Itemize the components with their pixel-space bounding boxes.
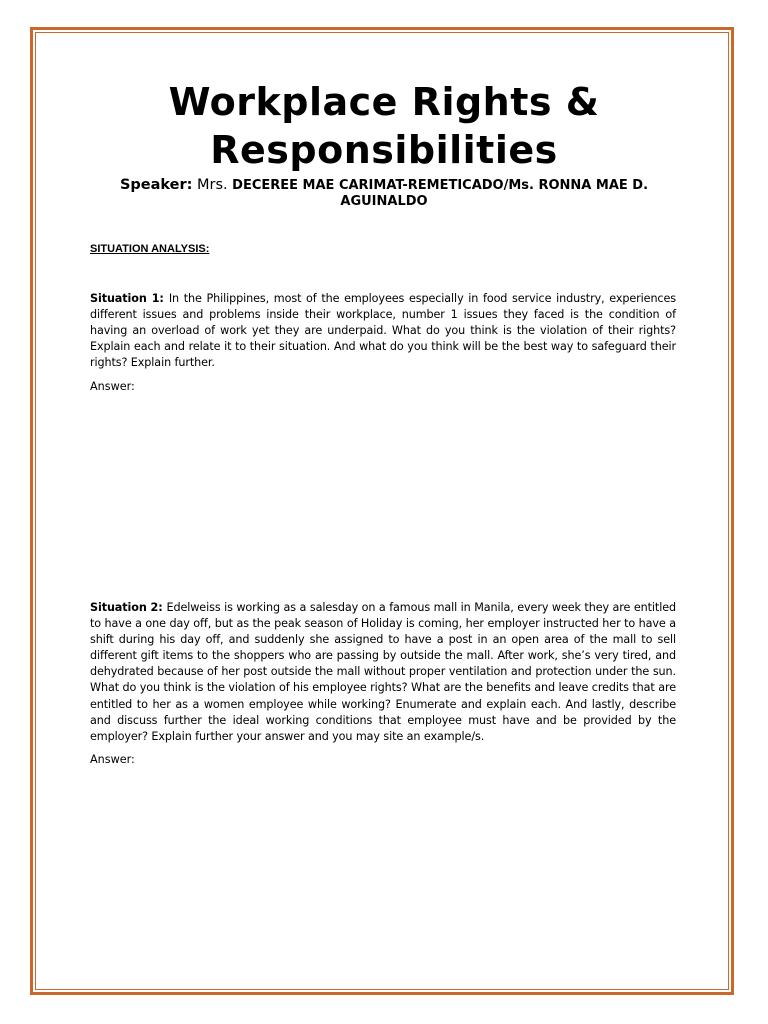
situation-2-label: Situation 2: xyxy=(90,601,167,614)
section-heading: SITUATION ANALYSIS: xyxy=(90,243,210,255)
situation-2 xyxy=(90,600,676,745)
speaker-names-line-2: AGUINALDO xyxy=(340,194,428,209)
speaker-names-line-1: DECEREE MAE CARIMAT-REMETICADO/Ms. RONNA MAE D. xyxy=(232,178,649,193)
speaker-line xyxy=(90,177,678,210)
situation-1-answer-label: Answer: xyxy=(90,380,135,393)
situation-1 xyxy=(90,291,676,371)
situation-2-text: Edelweiss is working as a salesday on a famous mall in Manila, every week they are entitled to have a one day off, but as the peak season of Holiday is coming, her employer instructed her to have a shift during his day off, and suddenly she assigned to have a post in an open area of the mall to sell different gift items to the shoppers who are passing by outside the mall. After work, she’s very tired, and dehydrated because of her post outside the mall without proper ventilation and protection under the sun. What do you think is the violation of his employee rights? What are the benefits and leave credits that are entitled to her as a women employee while working? Enumerate and explain each. And lastly, describe and discuss further the ideal working conditions that employee must have and be provided by the employer? Explain further your answer and you may site an example/s. xyxy=(90,601,676,743)
speaker-honorific: Mrs. xyxy=(196,177,228,193)
situation-1-text: In the Philippines, most of the employees especially in food service industry, experiences different issues and problems inside their workplace, number 1 issues they faced is the condition of having an overload of work yet they are underpaid. What do you think is the violation of their rights? Explain each and relate it to their situation. And what do you think will be the best way to safeguard their rights? Explain further. xyxy=(90,292,676,370)
situation-1-label: Situation 1: xyxy=(90,292,169,305)
page-border-inner xyxy=(35,32,729,990)
speaker-label: Speaker: xyxy=(119,177,193,193)
document-title xyxy=(90,78,678,174)
situation-2-answer-label: Answer: xyxy=(90,753,135,766)
title-line-2: Responsibilities xyxy=(210,128,558,172)
title-line-1: Workplace Rights & xyxy=(168,80,600,124)
